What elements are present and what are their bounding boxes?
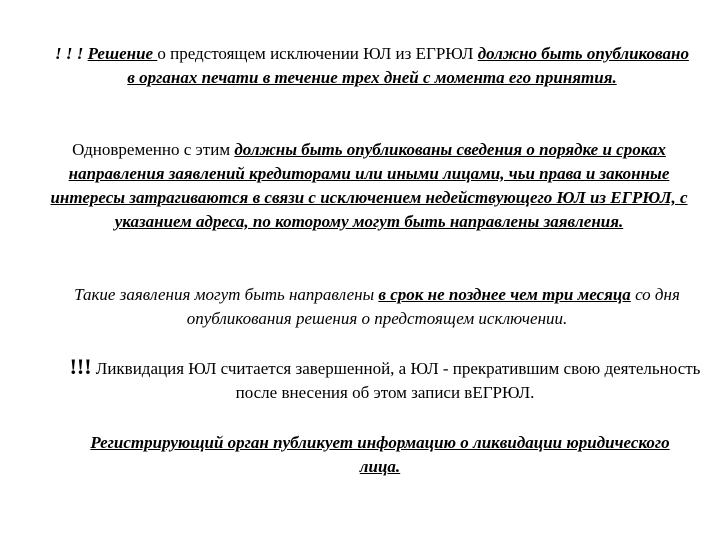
paragraph-deadline [62, 283, 692, 331]
decision-text: о предстоящем исключении ЮЛ из ЕГРЮЛ [157, 44, 478, 63]
registrar-emphasis: Регистрирующий орган публикует информацию о ликвидации юридического лица. [90, 433, 670, 476]
deadline-emphasis: в срок не позднее чем три месяца [378, 285, 631, 304]
liquidation-text: Ликвидация ЮЛ считается завершенной, а ЮЛ - прекратившим свою деятельность после внесения об этом записи вЕГРЮЛ. [91, 359, 701, 402]
deadline-end: со дня опубликования решения о предстоящем исключении. [186, 285, 680, 328]
creditor-emphasis: должны быть опубликованы сведения о порядке и сроках направления заявлений кредиторами или иными лицами, чьи права и законные интересы затрагиваются в связи с исключением недействующего ЮЛ из ЕГРЮЛ, с указанием адреса, по которому могут быть направлены заявления. [50, 140, 688, 231]
decision-word: Решение [87, 44, 158, 63]
paragraph-creditor-info [34, 138, 704, 234]
exclamation-marks-liquidation: !!! [69, 354, 92, 379]
paragraph-publication-decision [52, 42, 692, 90]
paragraph-registrar [70, 431, 690, 479]
paragraph-liquidation [60, 355, 710, 405]
creditor-intro: Одновременно с этим [72, 140, 235, 159]
exclamation-marks: ! ! ! [55, 44, 88, 63]
decision-emphasis: должно быть опубликовано в органах печати в течение трех дней с момента его принятия. [127, 44, 689, 87]
deadline-intro: Такие заявления могут быть направлены [74, 285, 379, 304]
